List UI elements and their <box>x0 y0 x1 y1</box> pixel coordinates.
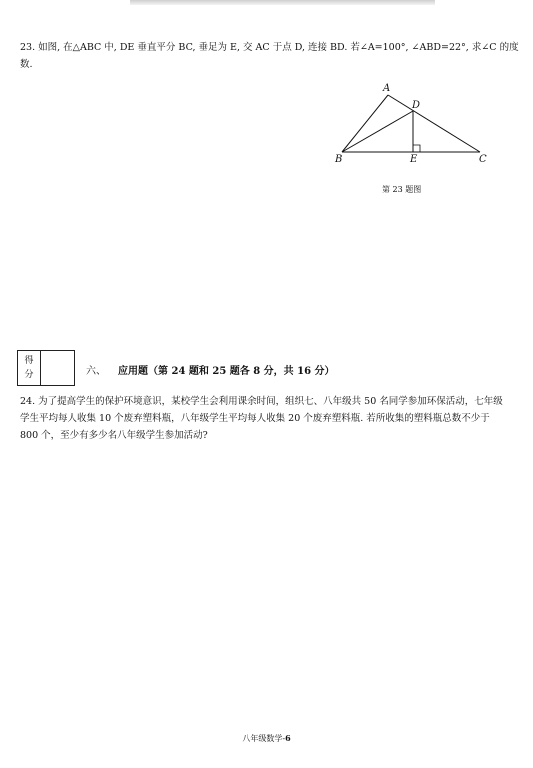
footer-label: 八年级数学- <box>242 734 286 743</box>
label-b: B <box>335 154 343 165</box>
side-ac <box>388 95 480 152</box>
footer-page-number: 6 <box>285 733 291 743</box>
score-label <box>18 351 41 385</box>
figure-caption: 第 23 题图 <box>382 185 422 194</box>
label-e: E <box>410 154 418 165</box>
top-edge-shadow <box>130 0 435 5</box>
section-number: 六、 <box>86 366 106 377</box>
label-a: A <box>383 83 391 94</box>
question-24-text: 24. 为了提高学生的保护环境意识，某校学生会利用课余时间，组织七、八年级共 50 名同学参加环保活动，七年级学生平均每人收集 10 个废弃塑料瓶，八年级学生平均每人收集 20 个废弃塑料瓶. 若所收集的塑料瓶总数不少于 800 个，至少有多少名八年级学生参加活动? <box>20 396 503 441</box>
label-d: D <box>412 100 421 111</box>
triangle-figure <box>330 80 500 170</box>
segment-bd <box>342 111 413 152</box>
page-footer <box>0 733 533 744</box>
label-c: C <box>479 154 487 165</box>
right-angle-mark <box>413 145 420 152</box>
side-ab <box>342 95 388 152</box>
question-23-text: 23. 如图, 在△ABC 中, DE 垂直平分 BC, 垂足为 E, 交 AC 于点 D, 连接 BD. 若∠A=100°, ∠ABD=22°, 求∠C 的度数. <box>20 42 519 70</box>
section-heading: 应用题（第 24 题和 25 题各 8 分，共 16 分） <box>118 366 335 377</box>
score-label-top: 得 <box>24 356 34 366</box>
score-label-bottom: 分 <box>24 370 34 380</box>
score-box <box>17 350 75 386</box>
score-blank-cell[interactable] <box>41 351 74 385</box>
section-title <box>86 362 335 377</box>
